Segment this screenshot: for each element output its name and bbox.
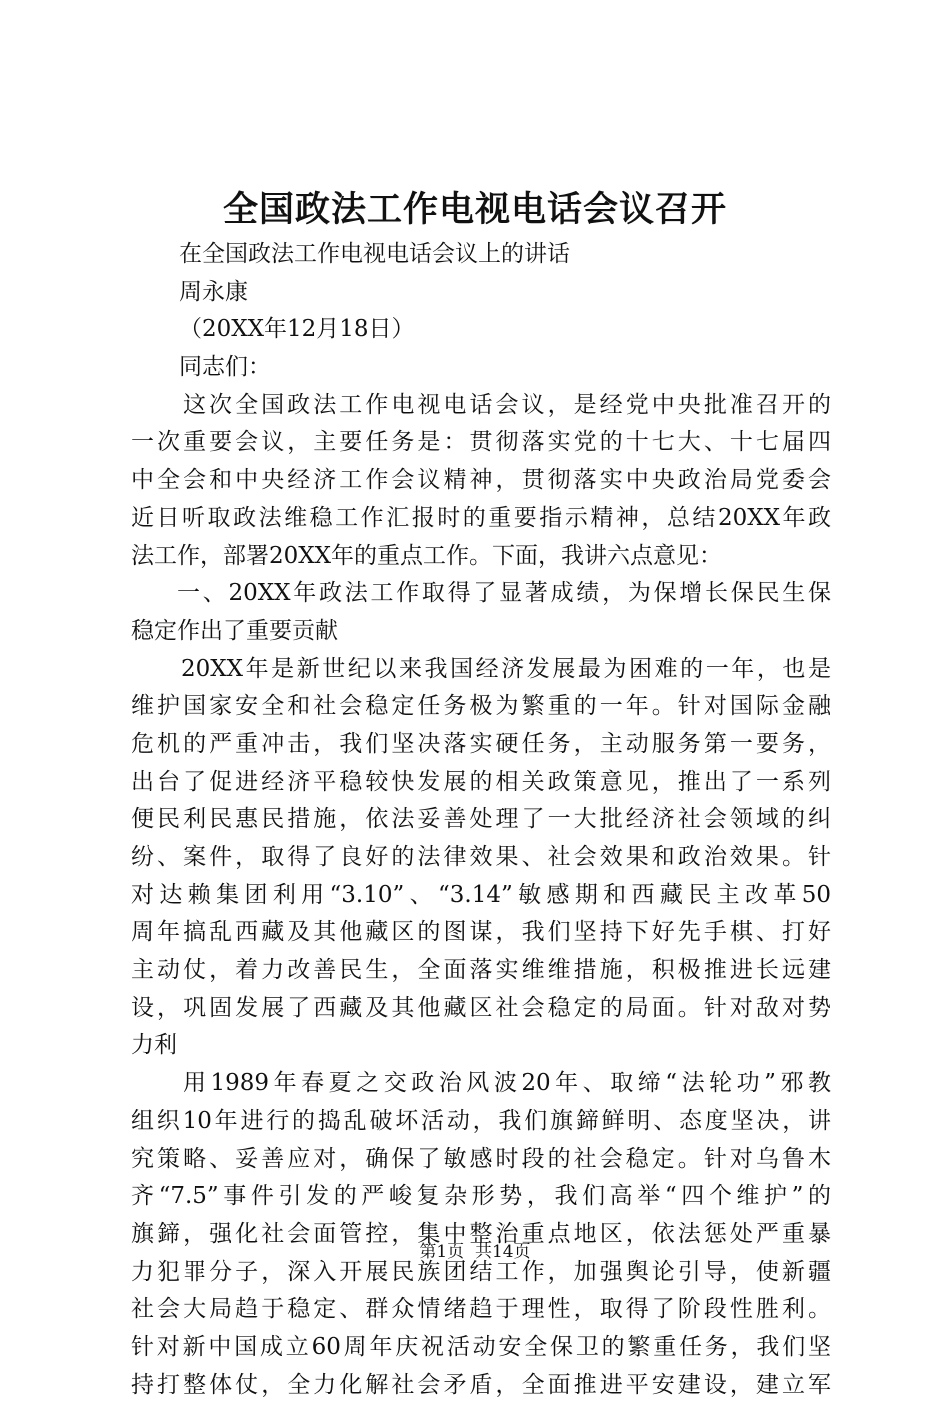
paragraph-line: 维护国家安全和社会稳定任务极为繁重的一年。针对国际金融 (131, 693, 831, 720)
paragraph-line: 设，巩固发展了西藏及其他藏区社会稳定的局面。针对敌对势 (131, 994, 831, 1021)
paragraph-line: 法工作，部署20XX年的重点工作。下面，我讲六点意见： (131, 542, 723, 569)
paragraph-line: 纷、案件，取得了良好的法律效果、社会效果和政治效果。针 (131, 844, 831, 870)
paragraph-line: 究策略、妥善应对，确保了敏感时段的社会稳定。针对乌鲁木 (131, 1145, 831, 1172)
paragraph-line: 近日听取政法维稳工作汇报时的重要指示精神，总结20XX年政 (131, 504, 831, 531)
paragraph-line: 主动仗，着力改善民生，全面落实维维措施，积极推进长远建 (131, 957, 831, 984)
salutation: 同志们： (179, 354, 271, 381)
paragraph-line: 旗鍗，强化社会面管控，集中整治重点地区，依法惩处严重暴 (131, 1220, 831, 1247)
paragraph-line: 针对新中国成立60周年庆祝活动安全保卫的繁重任务，我们坚 (131, 1333, 831, 1360)
paragraph-line: 力犯罪分子，深入开展民族团结工作，加强舆论引导，使新疆 (131, 1258, 831, 1285)
paragraph-line: 社会大局趋于稳定、群众情绪趋于理性，取得了阶段性胜利。 (131, 1296, 831, 1323)
document-title: 全国政法工作电视电话会议召开 (222, 189, 727, 230)
paragraph-line: 出台了促进经济平稳较快发展的相关政策意见，推出了一系列 (131, 768, 831, 795)
paragraph-line: 一次重要会议，主要任务是：贯彻落实党的十七大、十七届四 (131, 429, 831, 456)
paragraph-line: 对达赖集团利用“3.10”、“3.14”敏感期和西藏民主改革50 (131, 881, 831, 908)
section-heading-line: 稳定作出了重要贡献 (131, 617, 338, 644)
paragraph-line: 20XX年是新世纪以来我国经济发展最为困难的一年，也是 (181, 655, 831, 682)
paragraph-line: 便民利民惠民措施，依法妥善处理了一大批经济社会领域的纠 (131, 806, 831, 833)
paragraph-line: 齐“7.5”事件引发的严峻复杂形势，我们高举“四个维护”的 (131, 1183, 831, 1210)
speaker-name: 周永康 (179, 278, 248, 305)
section-heading-line: 一、20XX年政法工作取得了显著成绩，为保增长保民生保 (177, 580, 831, 607)
paragraph-line: 中全会和中央经济工作会议精神，贯彻落实中央政治局党委会 (131, 467, 831, 494)
paragraph-line: 周年搞乱西藏及其他藏区的图谋，我们坚持下好先手棋、打好 (131, 919, 831, 946)
paragraph-line: 组织10年进行的捣乱破坏活动，我们旗鍗鲜明、态度坚决，讲 (131, 1107, 831, 1134)
paragraph-line: 用1989年春夏之交政治风波20年、取缔“法轮功”邪教 (183, 1070, 831, 1097)
page-footer: 第1页 共14页 (419, 1242, 531, 1262)
speech-date: （20XX年12月18日） (179, 316, 415, 343)
paragraph-line: 这次全国政法工作电视电话会议，是经党中央批准召开的 (183, 391, 831, 418)
paragraph-line: 持打整体仗，全力化解社会矛盾，全面推进平安建设，建立军 (131, 1371, 831, 1398)
document-body (131, 236, 831, 1404)
paragraph-line: 力利 (131, 1032, 177, 1059)
paragraph-line: 危机的严重冲击，我们坚决落实硬任务，主动服务第一要务， (131, 730, 831, 757)
speech-subtitle: 在全国政法工作电视电话会议上的讲话 (179, 241, 570, 267)
